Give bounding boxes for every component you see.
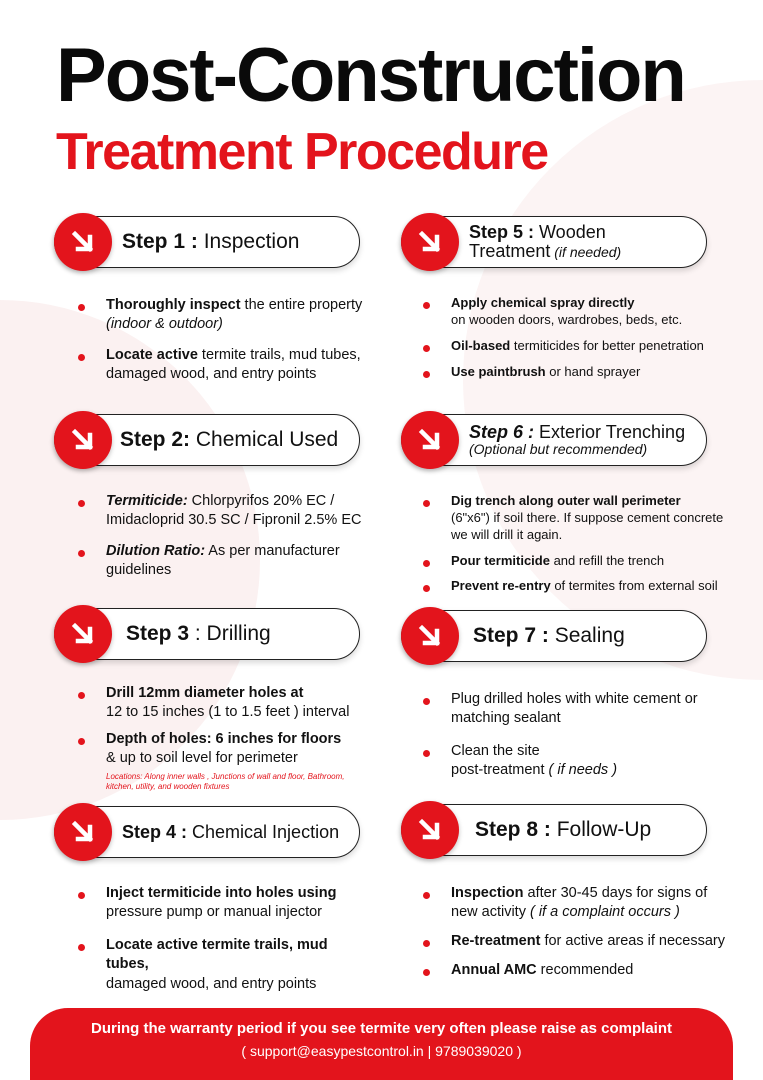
list-item: Locate active termite trails, mud tubes, damaged wood, and entry points	[78, 936, 368, 993]
list-item: Plug drilled holes with white cement or matching sealant	[423, 690, 703, 728]
arrow-down-right-icon	[401, 411, 459, 469]
arrow-down-right-icon	[401, 213, 459, 271]
list-item: Clean the site post-treatment ( if needs )	[423, 742, 703, 780]
step-title	[475, 804, 711, 856]
step-title	[469, 216, 705, 268]
arrow-down-right-icon	[401, 607, 459, 665]
list-item: Thoroughly inspect the entire property (indoor & outdoor)	[78, 296, 378, 334]
step-2-bullets	[78, 492, 368, 581]
list-item: Use paintbrush or hand sprayer	[423, 363, 723, 380]
list-item: Depth of holes: 6 inches for floors & up to soil level for perimeter Locations: Along inner walls , Junctions of wall and floor, Bathroom, kitchen, utility, and wooden fixtures	[78, 730, 368, 792]
step-1-bullets	[78, 296, 378, 385]
step-4-bullets	[78, 884, 368, 994]
list-item: Re-treatment for active areas if necessary	[423, 932, 733, 951]
step-subtitle: (Optional but recommended)	[469, 441, 648, 458]
list-item: Annual AMC recommended	[423, 961, 733, 980]
step-6-bullets	[423, 492, 733, 594]
step-label: Step 4 :	[122, 821, 188, 842]
step-title	[120, 414, 356, 466]
locations-note: Locations: Along inner walls , Junctions of wall and floor, Bathroom, kitchen, utility, and wooden fixtures	[106, 771, 345, 791]
step-name: Chemical Used	[190, 427, 339, 451]
step-label: Step 5 :	[469, 222, 535, 243]
list-item: Dig trench along outer wall perimeter (6"x6") if soil there. If suppose cement concrete we will drill it again.	[423, 492, 733, 543]
arrow-down-right-icon	[54, 213, 112, 271]
list-item: Dilution Ratio: As per manufacturer guidelines	[78, 542, 368, 580]
list-item: Drill 12mm diameter holes at 12 to 15 inches (1 to 1.5 feet ) interval	[78, 684, 368, 722]
arrow-down-right-icon	[54, 803, 112, 861]
step-title	[122, 216, 358, 268]
footer-contact: ( support@easypestcontrol.in | 9789039020 )	[241, 1043, 522, 1059]
list-item: Pour termiticide and refill the trench	[423, 552, 733, 569]
step-title	[473, 610, 709, 662]
list-item: Termiticide: Chlorpyrifos 20% EC / Imidacloprid 30.5 SC / Fipronil 2.5% EC	[78, 492, 368, 530]
page-title: Post-Construction	[56, 33, 685, 118]
step-3-bullets	[78, 684, 368, 792]
step-label: Step 7 :	[473, 623, 549, 647]
arrow-down-right-icon	[54, 411, 112, 469]
step-label: Step 3	[126, 621, 190, 645]
list-item: Locate active termite trails, mud tubes, damaged wood, and entry points	[78, 346, 378, 384]
list-item: Apply chemical spray directly on wooden doors, wardrobes, beds, etc.	[423, 294, 723, 328]
step-title	[122, 806, 358, 858]
step-name: Sealing	[548, 623, 625, 647]
list-item: Oil-based termiticides for better penetration	[423, 337, 723, 354]
list-item: Inject termiticide into holes using pressure pump or manual injector	[78, 884, 368, 922]
step-5-bullets	[423, 294, 723, 381]
step-name: Exterior Trenching	[534, 422, 686, 443]
footer-banner	[30, 1008, 733, 1080]
step-label: Step 1 :	[122, 229, 198, 253]
step-title	[469, 414, 705, 466]
step-subtitle: (if needed)	[550, 244, 622, 260]
list-item: Prevent re-entry of termites from external soil	[423, 577, 733, 594]
step-label: Step 6 :	[469, 422, 535, 443]
step-name-line2: Treatment	[469, 241, 551, 261]
step-label: Step 8 :	[475, 817, 551, 841]
step-name: Inspection	[197, 229, 300, 253]
list-item: Inspection after 30-45 days for signs of new activity ( if a complaint occurs )	[423, 884, 733, 922]
step-title	[126, 608, 362, 660]
step-name: Chemical Injection	[187, 821, 340, 842]
step-name: : Drilling	[189, 621, 271, 645]
step-label: Step 2:	[120, 427, 191, 451]
footer-warranty-text: During the warranty period if you see termite very often please raise as complaint	[90, 1020, 672, 1037]
page-subtitle: Treatment Procedure	[56, 123, 548, 181]
arrow-down-right-icon	[401, 801, 459, 859]
arrow-down-right-icon	[54, 605, 112, 663]
step-name: Follow-Up	[550, 817, 652, 841]
step-8-bullets	[423, 884, 733, 981]
step-7-bullets	[423, 690, 703, 781]
step-name: Wooden	[534, 222, 606, 243]
